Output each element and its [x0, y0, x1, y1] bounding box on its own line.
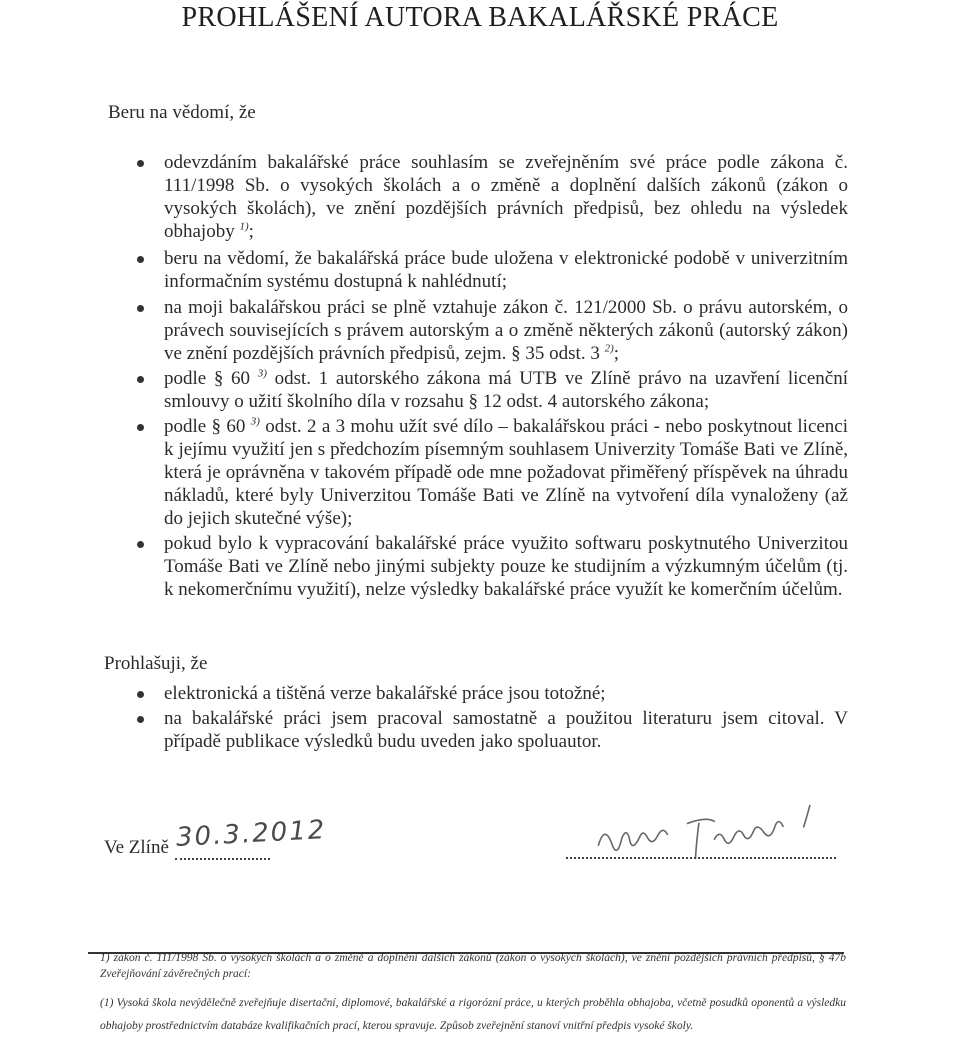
- list-item-text: odevzdáním bakalářské práce souhlasím se zveřejněním své práce podle zákona č. 111/1998 Sb. o vysokých školách a o změně a doplnění dalších zákonů (zákon o vysokých školách), ve znění pozdějších právních předpisů, bez ohledu na výsledek obhajoby: [164, 152, 848, 242]
- list-item-text: podle § 60: [164, 368, 251, 389]
- declaration-list: [108, 682, 848, 753]
- bullet-icon: [137, 256, 144, 263]
- bullet-icon: [137, 691, 144, 698]
- footnote-ref: 3): [257, 367, 267, 380]
- list-item-text: odst. 2 a 3 mohu užít své dílo – bakalářskou práci - nebo poskytnout licenci k jejímu využití jen s předchozím písemným souhlasem Univerzity Tomáše Bati ve Zlíně, která je oprávněna v takovém případě ode mne požadovat přiměřený příspěvek na úhradu nákladů, které byly Univerzitou Tomáše Bati ve Zlíně na vytvoření díla vynaloženy (až do jejich skutečné výše);: [164, 416, 849, 529]
- list-item-text: na moji bakalářskou práci se plně vztahuje zákon č. 121/2000 Sb. o právu autorském, o právech souvisejících s právem autorským a o změně některých zákonů (autorský zákon) ve znění pozdějších právních předpisů, zejm. § 35 odst. 3: [164, 297, 848, 364]
- list-item-tail: ;: [248, 221, 254, 242]
- list-item-text: beru na vědomí, že bakalářská práce bude uložena v elektronické podobě v univerzitním informačním systému dostupná k nahlédnutí;: [164, 248, 848, 292]
- footnote-1: 1) zákon č. 111/1998 Sb. o vysokých školách a o změně a doplnění dalších zákonů (zákon o vysokých školách), ve znění pozdějších právních předpisů, § 47b Zveřejňování závěrečných prací:: [100, 952, 846, 980]
- list-item: [108, 367, 848, 413]
- list-item: [108, 247, 848, 293]
- list-item-tail: ;: [613, 343, 620, 364]
- list-item: [108, 707, 848, 753]
- bullet-icon: [137, 160, 144, 167]
- list-item-text: podle § 60: [164, 416, 246, 437]
- intro-text: Beru na vědomí, že: [108, 102, 256, 123]
- page-title: PROHLÁŠENÍ AUTORA BAKALÁŘSKÉ PRÁCE: [181, 2, 779, 33]
- list-item: [108, 151, 848, 243]
- footnotes: [100, 950, 846, 1038]
- list-item-text: pokud bylo k vypracování bakalářské práce využito softwaru poskytnutého Univerzitou Tomáše Bati ve Zlíně nebo jinými subjekty pouze ke studijním a výzkumným účelům (tj. k nekomerčnímu využití), nelze výsledky bakalářské práce využít ke komerčním účelům.: [164, 533, 848, 600]
- list-item: [108, 682, 848, 705]
- acknowledgement-list: [108, 151, 848, 601]
- list-item: [108, 415, 848, 530]
- list-item: [108, 296, 848, 365]
- list-item-text: odst. 1 autorského zákona má UTB ve Zlíně právo na uzavření licenční smlouvy o užití školního díla v rozsahu § 12 odst. 4 autorského zákona;: [164, 368, 848, 412]
- list-item-text: elektronická a tištěná verze bakalářské práce jsou totožné;: [164, 683, 606, 704]
- bullet-icon: [137, 424, 144, 431]
- bullet-icon: [137, 376, 144, 383]
- place-label: Ve Zlíně: [104, 837, 169, 858]
- footnote-ref: 3): [250, 415, 260, 428]
- bullet-icon: [137, 541, 144, 548]
- bullet-icon: [137, 716, 144, 723]
- signature-line: [566, 857, 836, 859]
- footnote-2: (1) Vysoká škola nevýdělečně zveřejňuje disertační, diplomové, bakalářské a rigorózní práce, u kterých proběhla obhajoba, včetně posudků oponentů a výsledku obhajoby prostřednictvím databáze kvalifikačních prací, kterou spravuje. Způsob zveřejnění stanoví vnitřní předpis vysoké školy.: [100, 997, 846, 1032]
- bullet-icon: [137, 305, 144, 312]
- footnote-ref: 2): [604, 342, 614, 355]
- list-item-text: na bakalářské práci jsem pracoval samostatně a použitou literaturu jsem citoval. V případě publikace výsledků budu uveden jako spoluautor.: [164, 708, 848, 752]
- statement-heading: Prohlašuji, že: [104, 653, 208, 674]
- list-item: [108, 532, 848, 601]
- date-line: [175, 858, 270, 860]
- footnote-ref: 1): [239, 220, 249, 233]
- handwritten-signature: [588, 800, 832, 877]
- handwritten-date: 30.3.2012: [175, 815, 328, 853]
